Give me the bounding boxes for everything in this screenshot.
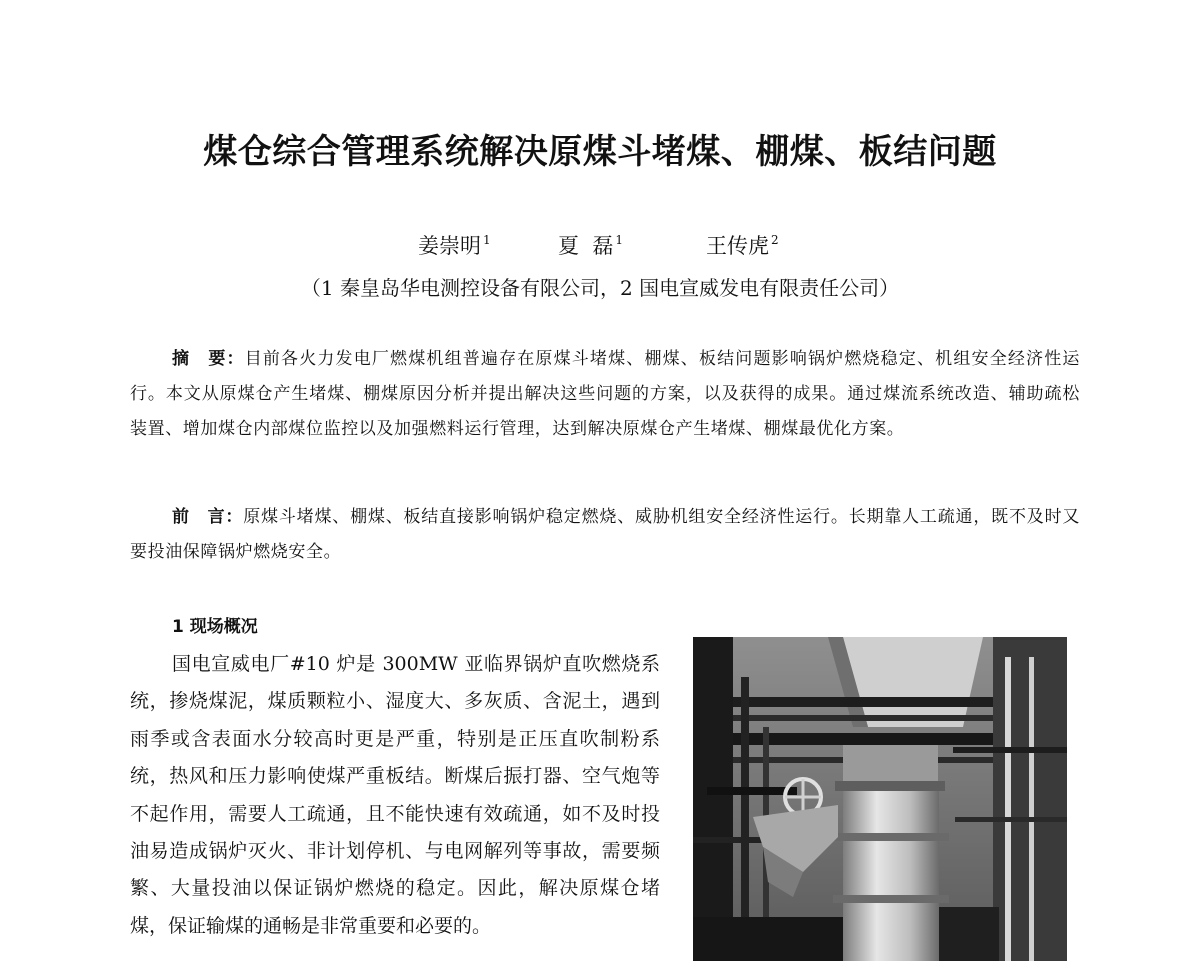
preface-text: 原煤斗堵煤、棚煤、板结直接影响锅炉稳定燃烧、威胁机组安全经济性运行。长期靠人工疏通，既不及时又要投油保障锅炉燃烧安全。 bbox=[130, 507, 1080, 562]
author-3 bbox=[706, 226, 779, 266]
author-affiliation-mark: 2 bbox=[771, 233, 779, 247]
abstract-text: 目前各火力发电厂燃煤机组普遍存在原煤斗堵煤、棚煤、板结问题影响锅炉燃烧稳定、机组安全经济性运行。本文从原煤仓产生堵煤、棚煤原因分析并提出解决这些问题的方案，以及获得的成果。通过煤流系统改造、辅助疏松装置、增加煤仓内部煤位监控以及加强燃料运行管理，达到解决原煤仓产生堵煤、棚煤最优化方案。 bbox=[130, 349, 1080, 439]
section-heading: 1 现场概况 bbox=[172, 617, 258, 637]
abstract bbox=[130, 342, 1080, 447]
coal-bunker-photo bbox=[693, 637, 1067, 961]
paper-title: 煤仓综合管理系统解决原煤斗堵煤、棚煤、板结问题 bbox=[203, 132, 997, 172]
section-body-text: 国电宣威电厂#10 炉是 300MW 亚临界锅炉直吹燃烧系统，掺烧煤泥，煤质颗粒小、湿度大、多灰质、含泥土，遇到雨季或含表面水分较高时更是严重，特别是正压直吹制粉系统，热风和压力影响使煤严重板结。断煤后振打器、空气炮等不起作用，需要人工疏通，且不能快速有效疏通，如不及时投油易造成锅炉灭火、非计划停机、与电网解列等事故，需要频繁、大量投油以保证锅炉燃烧的稳定。因此，解决原煤仓堵煤，保证输煤的通畅是非常重要和必要的。 bbox=[130, 653, 660, 937]
author-affiliation-mark: 1 bbox=[615, 233, 623, 247]
photo-illustration bbox=[693, 637, 1067, 961]
author-list bbox=[0, 226, 1200, 266]
preface-label: 前 言： bbox=[172, 507, 244, 527]
author-name: 王传虎 bbox=[706, 234, 769, 258]
author-2 bbox=[558, 226, 623, 266]
affiliations: （1 秦皇岛华电测控设备有限公司，2 国电宣威发电有限责任公司） bbox=[300, 276, 900, 300]
preface bbox=[130, 500, 1080, 570]
author-1 bbox=[418, 226, 491, 266]
author-affiliation-mark: 1 bbox=[483, 233, 491, 247]
abstract-label: 摘 要： bbox=[172, 349, 245, 369]
author-name: 夏 磊 bbox=[558, 234, 614, 258]
author-name: 姜崇明 bbox=[418, 234, 481, 258]
